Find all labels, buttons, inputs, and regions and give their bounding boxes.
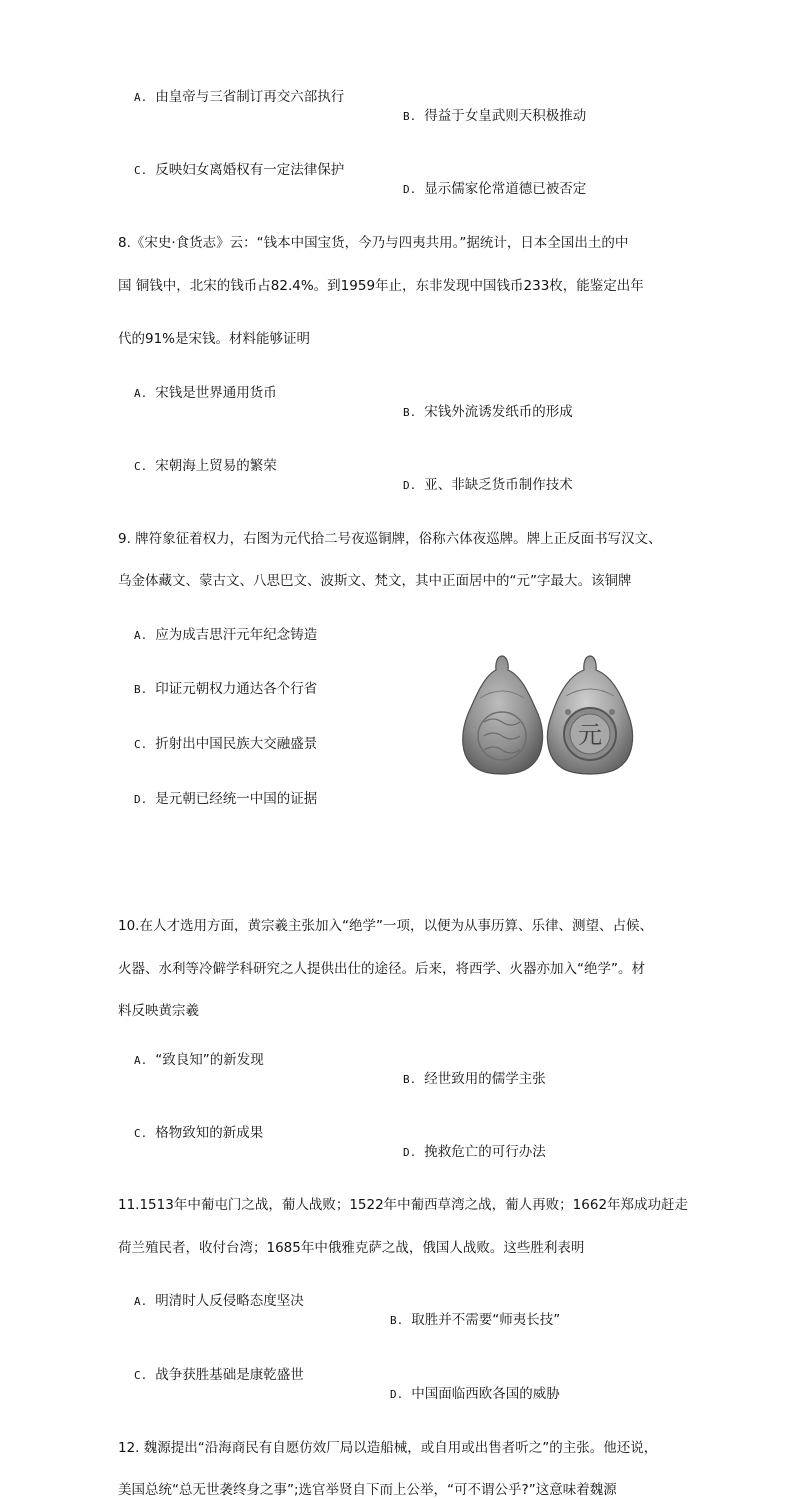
option-text: 取胜并不需要“师夷长技”: [411, 1312, 561, 1328]
q8-option-b: [403, 403, 794, 422]
option-text: 亚、非缺乏货币制作技术: [424, 477, 573, 493]
q8-option-c: [134, 457, 794, 476]
q7-option-a: [134, 88, 794, 107]
option-text: “致良知”的新发现: [155, 1052, 264, 1068]
option-text: 宋朝海上贸易的繁荣: [155, 458, 277, 474]
option-letter: B.: [403, 110, 417, 123]
option-letter: B.: [134, 683, 148, 696]
option-letter: A.: [134, 1295, 148, 1308]
q9-option-a: [134, 626, 794, 645]
token-front: [547, 656, 632, 774]
option-text: 得益于女皇武则天积极推动: [424, 108, 587, 124]
q9-option-b: [134, 680, 794, 699]
option-letter: D.: [390, 1388, 404, 1401]
q7-option-b: [403, 107, 794, 126]
option-letter: D.: [403, 1146, 417, 1159]
q11-option-d: [390, 1385, 794, 1404]
option-text: 挽救危亡的可行办法: [424, 1144, 546, 1160]
q11-stem-line-2: 荷兰殖民者，收付台湾；1685年中俄雅克萨之战，俄国人战败。这些胜利表明: [118, 1240, 585, 1256]
token-back: [463, 656, 543, 774]
option-letter: A.: [134, 91, 148, 104]
option-text: 明清时人反侵略态度坚决: [155, 1293, 304, 1309]
option-text: 宋钱外流诱发纸币的形成: [424, 404, 573, 420]
option-letter: A.: [134, 1054, 148, 1067]
q11-option-c: [134, 1366, 794, 1385]
q7-option-d: [403, 180, 794, 199]
option-text: 折射出中国民族大交融盛景: [155, 736, 318, 752]
option-text: 中国面临西欧各国的威胁: [411, 1386, 560, 1402]
q9-stem-line-1: 9. 牌符象征着权力，右图为元代拾二号夜巡铜牌，俗称六体夜巡牌。牌上正反面书写汉文、: [118, 531, 662, 547]
q11-option-a: [134, 1292, 794, 1311]
q7-option-c: [134, 161, 794, 180]
option-letter: B.: [390, 1314, 404, 1327]
option-letter: D.: [403, 479, 417, 492]
option-letter: C.: [134, 460, 148, 473]
option-text: 应为成吉思汗元年纪念铸造: [155, 627, 318, 643]
option-text: 格物致知的新成果: [155, 1125, 264, 1141]
option-letter: B.: [403, 406, 417, 419]
option-letter: C.: [134, 164, 148, 177]
q10-option-d: [403, 1143, 794, 1162]
q9-option-c: [134, 735, 794, 754]
bronze-tokens-figure: [462, 652, 637, 777]
option-letter: C.: [134, 1127, 148, 1140]
option-text: 经世致用的儒学主张: [424, 1071, 546, 1087]
option-text: 由皇帝与三省制订再交六部执行: [155, 89, 345, 105]
q8-stem-line-1: 8.《宋史·食货志》云：“钱本中国宝货，今乃与四夷共用。”据统计，日本全国出土的中: [118, 235, 629, 251]
option-letter: D.: [403, 183, 417, 196]
q11-option-b: [390, 1311, 794, 1330]
option-letter: C.: [134, 738, 148, 751]
option-letter: D.: [134, 793, 148, 806]
q8-option-d: [403, 476, 794, 495]
option-text: 显示儒家伦常道德已被否定: [424, 181, 587, 197]
option-text: 战争获胜基础是康乾盛世: [155, 1367, 304, 1383]
q8-stem-line-3: 代的91%是宋钱。材料能够证明: [118, 331, 311, 347]
q10-stem-line-1: 10.在人才选用方面，黄宗羲主张加入“绝学”一项，以便为从事历算、乐律、测望、占候、: [118, 918, 653, 934]
option-letter: A.: [134, 629, 148, 642]
option-letter: C.: [134, 1369, 148, 1382]
option-letter: A.: [134, 387, 148, 400]
q10-option-b: [403, 1070, 794, 1089]
q12-stem-line-1: 12. 魏源提出“沿海商民有自愿仿效厂局以造船械，或自用或出售者听之”的主张。他还说，: [118, 1440, 658, 1456]
q10-option-c: [134, 1124, 794, 1143]
q8-option-a: [134, 384, 794, 403]
q10-stem-line-3: 料反映黄宗羲: [118, 1003, 199, 1019]
option-letter: B.: [403, 1073, 417, 1086]
q11-stem-line-1: 11.1513年中葡屯门之战，葡人战败；1522年中葡西草湾之战，葡人再败；1662年郑成功赶走: [118, 1197, 689, 1213]
q8-stem-line-2: 国 铜钱中，北宋的钱币占82.4%。到1959年止，东非发现中国钱币233枚，能鉴定出年: [118, 278, 644, 294]
q9-stem-line-2: 乌金体藏文、蒙古文、八思巴文、波斯文、梵文，其中正面居中的“元”字最大。该铜牌: [118, 573, 632, 589]
q9-option-d: [134, 790, 794, 809]
q12-stem-line-2: 美国总统“总无世袭终身之事”;选官举贤自下而上公举，“可不谓公乎?”这意味着魏源: [118, 1482, 617, 1498]
q10-option-a: [134, 1051, 794, 1070]
option-text: 印证元朝权力通达各个行省: [155, 681, 318, 697]
option-text: 是元朝已经统一中国的证据: [155, 791, 318, 807]
option-text: 反映妇女离婚权有一定法律保护: [155, 162, 345, 178]
option-text: 宋钱是世界通用货币: [155, 385, 277, 401]
q10-stem-line-2: 火器、水利等冷僻学科研究之人提供出仕的途径。后来，将西学、火器亦加入“绝学”。材: [118, 961, 645, 977]
token-glyph: 元: [578, 721, 602, 749]
